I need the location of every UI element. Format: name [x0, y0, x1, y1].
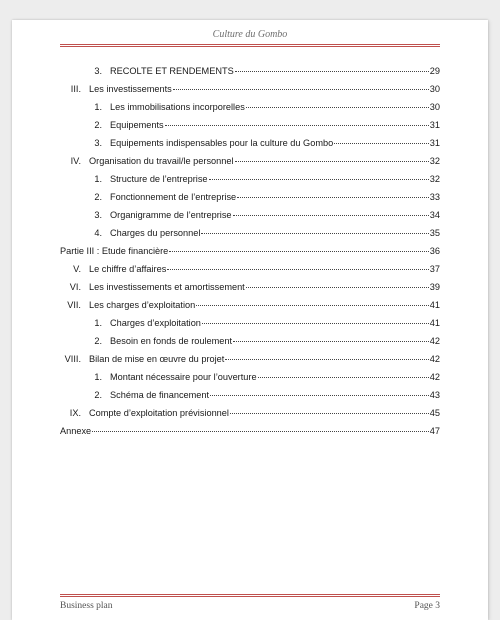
- toc-entry-number: 1.: [94, 372, 102, 382]
- toc-entry-number: 1.: [94, 318, 102, 328]
- toc-entry-page: 47: [429, 426, 440, 436]
- toc-entry-label: Structure de l’entreprise: [110, 174, 208, 184]
- toc-entry-label: RECOLTE ET RENDEMENTS: [110, 66, 234, 76]
- toc-dot-leader: [209, 168, 429, 180]
- toc-entry-page: 39: [429, 282, 440, 292]
- toc-dot-leader: [334, 132, 429, 144]
- toc-entry-number: 3.: [94, 210, 102, 220]
- toc-entry-label: Les charges d’exploitation: [89, 300, 196, 310]
- toc-entry-number: 2.: [94, 120, 102, 130]
- toc-entry-label: Les investissements et amortissement: [89, 282, 245, 292]
- toc-entry-number: 2.: [94, 192, 102, 202]
- toc-entry-page: 41: [429, 300, 440, 310]
- toc-entry-number: VII.: [67, 300, 81, 310]
- toc-entry-number: VIII.: [64, 354, 81, 364]
- toc-entry-page: 43: [429, 390, 440, 400]
- toc-entry-number: IX.: [69, 408, 81, 418]
- toc-dot-leader: [165, 114, 429, 126]
- toc-dot-leader: [235, 150, 429, 162]
- toc-entry-page: 30: [429, 102, 440, 112]
- toc-entry-label: Le chiffre d’affaires: [89, 264, 167, 274]
- toc-dot-leader: [225, 348, 428, 360]
- toc-entry-label: Equipements indispensables pour la culture du Gombo: [110, 138, 334, 148]
- toc-entry-page: 29: [429, 66, 440, 76]
- toc-entry-number: IV.: [70, 156, 81, 166]
- toc-dot-leader: [233, 330, 429, 342]
- toc-dot-leader: [92, 420, 429, 432]
- toc-dot-leader: [201, 222, 428, 234]
- header-title: Culture du Gombo: [212, 29, 288, 40]
- toc-dot-leader: [202, 312, 429, 324]
- toc-entry-page: 34: [429, 210, 440, 220]
- toc-dot-leader: [246, 96, 429, 108]
- document-page: [12, 20, 488, 620]
- toc-entry-page: 42: [429, 354, 440, 364]
- table-of-contents: [60, 62, 440, 440]
- toc-entry-number: 3.: [94, 138, 102, 148]
- toc-entry-label: Organisation du travail/le personnel: [89, 156, 234, 166]
- toc-entry-page: 41: [429, 318, 440, 328]
- toc-dot-leader: [246, 276, 429, 288]
- toc-entry-number: 3.: [94, 66, 102, 76]
- toc-entry-label: Compte d’exploitation prévisionnel: [89, 408, 229, 418]
- toc-entry-number: 2.: [94, 390, 102, 400]
- toc-entry-number: 4.: [94, 228, 102, 238]
- toc-entry-number: 2.: [94, 336, 102, 346]
- footer-left-text: Business plan: [60, 601, 113, 611]
- toc-entry-label: Partie III : Etude financière: [60, 246, 169, 256]
- toc-entry-page: 32: [429, 174, 440, 184]
- toc-dot-leader: [230, 402, 429, 414]
- toc-entry-label: Montant nécessaire pour l’ouverture: [110, 372, 257, 382]
- toc-entry-page: 30: [429, 84, 440, 94]
- toc-dot-leader: [169, 240, 428, 252]
- toc-entry-page: 42: [429, 372, 440, 382]
- toc-entry-label: Bilan de mise en œuvre du projet: [89, 354, 225, 364]
- toc-entry-page: 31: [429, 120, 440, 130]
- toc-entry-label: Equipements: [110, 120, 164, 130]
- toc-dot-leader: [210, 384, 429, 396]
- header-rule: [60, 44, 440, 47]
- toc-entry-number: VI.: [69, 282, 81, 292]
- toc-entry-page: 36: [429, 246, 440, 256]
- toc-dot-leader: [173, 78, 429, 90]
- toc-entry-number: 1.: [94, 174, 102, 184]
- toc-entry-page: 33: [429, 192, 440, 202]
- toc-dot-leader: [237, 186, 429, 198]
- footer-rule: [60, 594, 440, 597]
- toc-entry-number: 1.: [94, 102, 102, 112]
- toc-entry-page: 45: [429, 408, 440, 418]
- toc-entry-page: 37: [429, 264, 440, 274]
- toc-dot-leader: [235, 60, 429, 72]
- toc-entry-page: 42: [429, 336, 440, 346]
- toc-entry-label: Schéma de financement: [110, 390, 210, 400]
- toc-entry[interactable]: [60, 422, 440, 440]
- toc-entry-label: Annexe: [60, 426, 92, 436]
- toc-entry-label: Besoin en fonds de roulement: [110, 336, 233, 346]
- toc-entry-page: 32: [429, 156, 440, 166]
- toc-entry-number: III.: [70, 84, 81, 94]
- toc-dot-leader: [167, 258, 428, 270]
- toc-entry-page: 31: [429, 138, 440, 148]
- toc-entry-page: 35: [429, 228, 440, 238]
- toc-entry-label: Organigramme de l’entreprise: [110, 210, 232, 220]
- toc-dot-leader: [233, 204, 429, 216]
- toc-entry-label: Les investissements: [89, 84, 172, 94]
- toc-entry-label: Les immobilisations incorporelles: [110, 102, 245, 112]
- toc-dot-leader: [258, 366, 429, 378]
- toc-dot-leader: [196, 294, 429, 306]
- toc-entry-label: Charges d’exploitation: [110, 318, 201, 328]
- toc-entry-label: Fonctionnement de l’entreprise: [110, 192, 237, 202]
- footer-page-number: Page 3: [414, 601, 440, 611]
- toc-entry-number: V.: [73, 264, 81, 274]
- toc-entry-label: Charges du personnel: [110, 228, 201, 238]
